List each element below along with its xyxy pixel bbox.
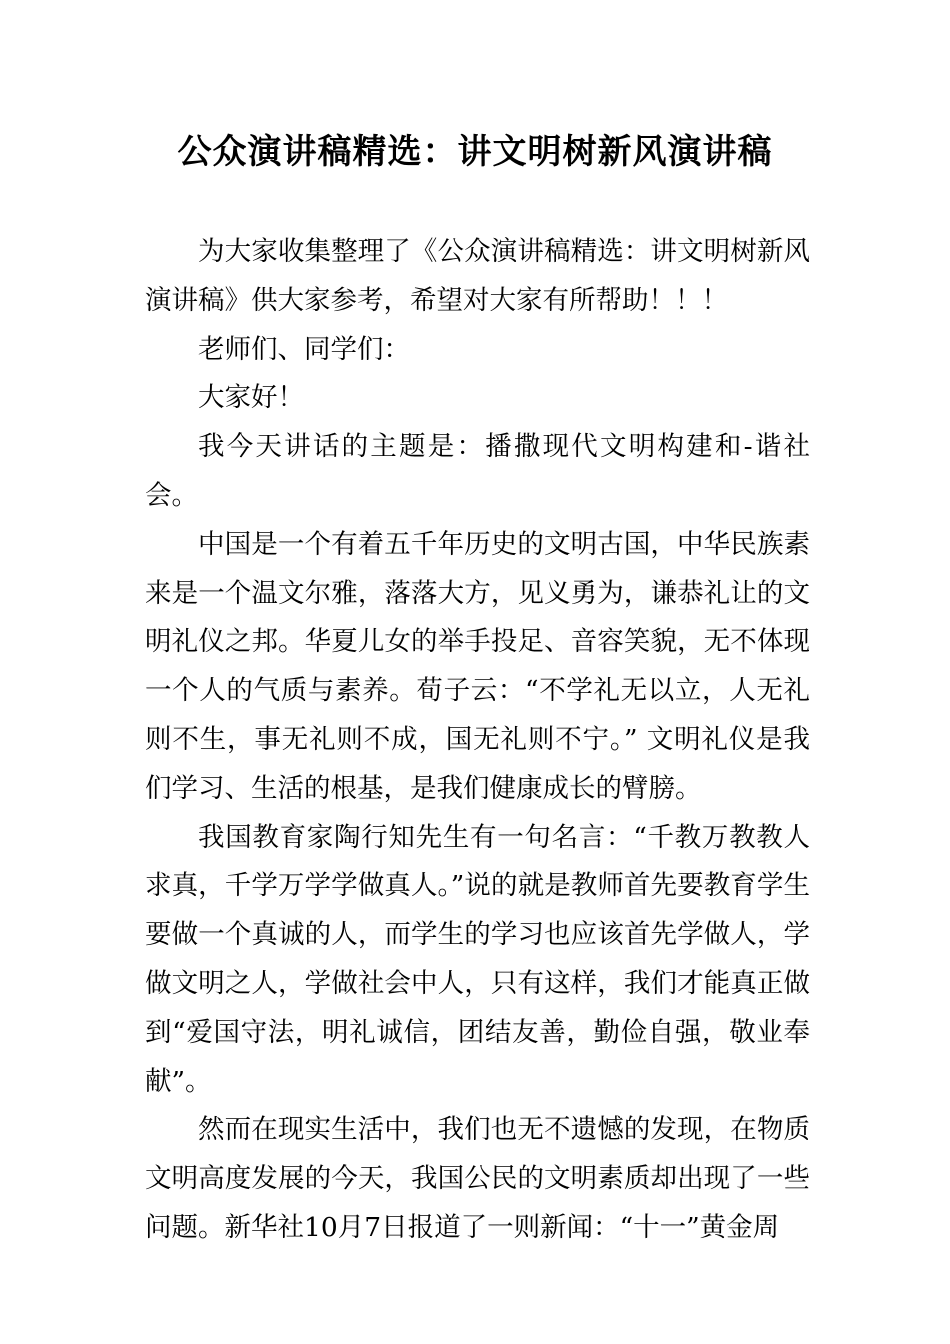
paragraph-theme: 我今天讲话的主题是：播撒现代文明构建和-谐社会。 (145, 431, 810, 511)
paragraph-intro: 为大家收集整理了《公众演讲稿精选：讲文明树新风演讲稿》供大家参考，希望对大家有所帮助！！！ (145, 236, 810, 316)
paragraph-reality: 然而在现实生活中，我们也无不遗憾的发现，在物质文明高度发展的今天，我国公民的文明素质却出现了一些问题。新华社10月7日报道了一则新闻：“十一”黄金周 (145, 1114, 810, 1243)
document-title: 公众演讲稿精选：讲文明树新风演讲稿 (177, 132, 773, 172)
paragraph-salutation: 老师们、同学们： (198, 333, 410, 365)
paragraph-tao-xingzhi-quote: 我国教育家陶行知先生有一句名言：“千教万教教人求真，千学万学学做真人。”说的就是教师首先要教育学生要做一个真诚的人，而学生的学习也应该首先学做人，学做文明之人，学做社会中人，只有这样，我们才能真正做到“爱国守法，明礼诚信，团结友善，勤俭自强，敬业奉献”。 (145, 821, 810, 1097)
paragraph-greeting: 大家好！ (198, 382, 304, 414)
paragraph-china-civilization: 中国是一个有着五千年历史的文明古国，中华民族素来是一个温文尔雅，落落大方，见义勇为，谦恭礼让的文明礼仪之邦。华夏儿女的举手投足、音容笑貌，无不体现一个人的气质与素养。荀子云：“不学礼无以立，人无礼则不生，事无礼则不成，国无礼则不宁。” 文明礼仪是我们学习、生活的根基，是我们健康成长的臂膀。 (145, 528, 810, 804)
document-body (145, 228, 810, 1253)
